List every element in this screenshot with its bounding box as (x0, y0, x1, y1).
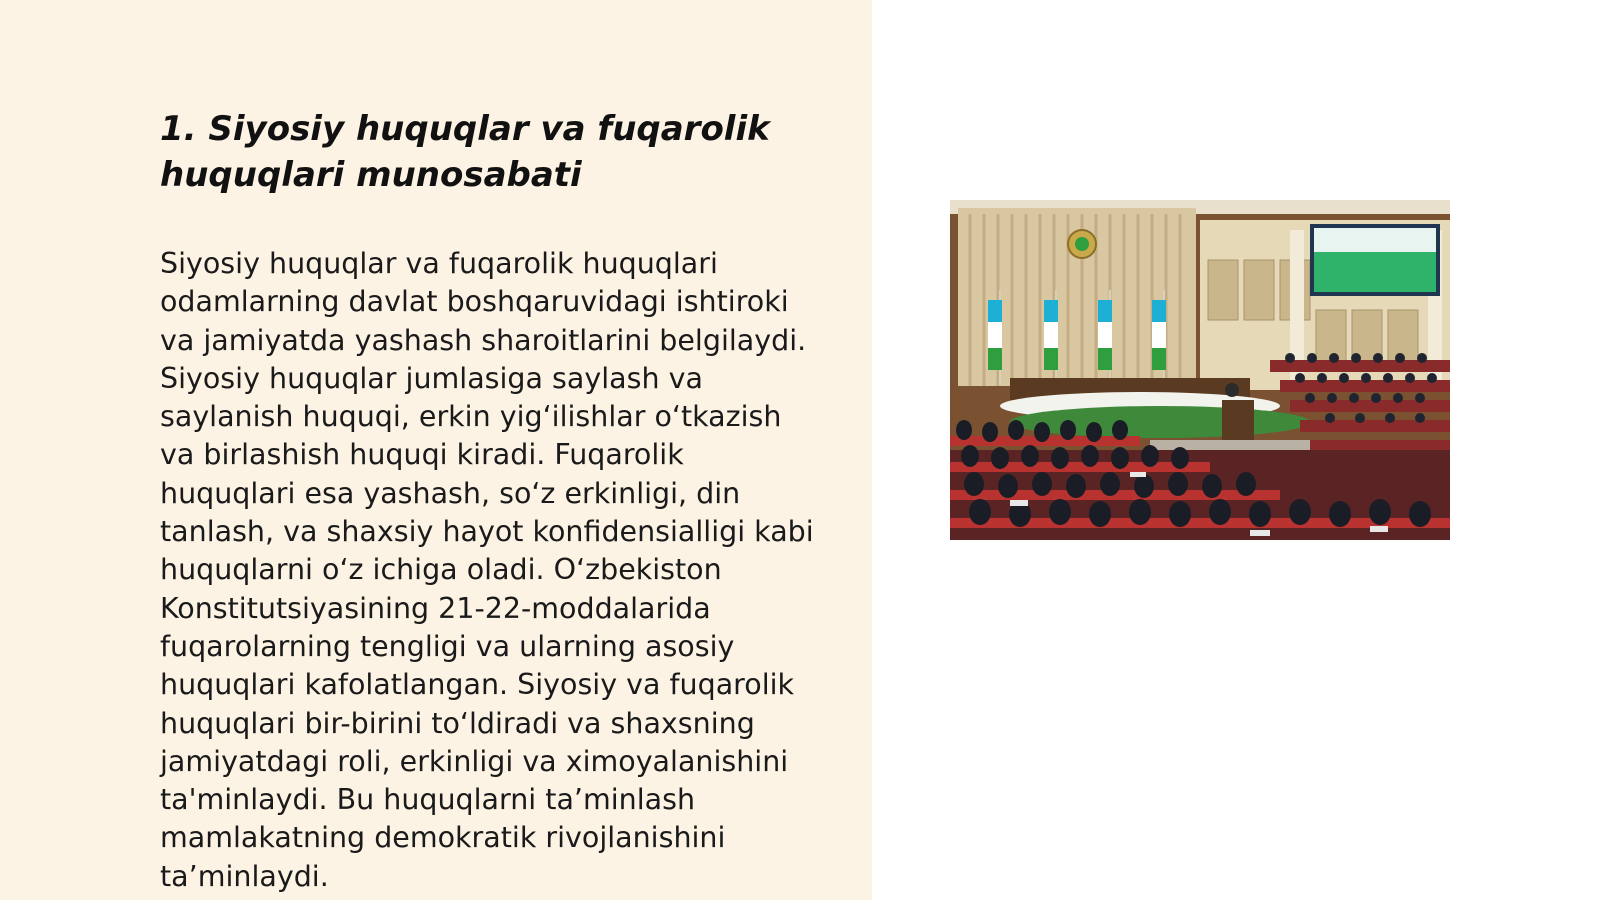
parliament-hall-illustration (950, 200, 1450, 540)
slide-body-text: Siyosiy huquqlar va fuqarolik huquqlari odamlarning davlat boshqaruvidagi ishtiroki va jamiyatda yashash sharoitlarini belgilaydi. Siyosiy huquqlar jumlasiga saylash va saylanish huquqi, erkin yig‘ilishlar o‘tkazish va birlashish huquqi kiradi. Fuqarolik huquqlari esa yashash, so‘z erkinligi, din tanlash, va shaxsiy hayot konfidensialligi kabi huquqlarni o‘z ichiga oladi. O‘zbekiston Konstitutsiyasining 21-22-moddalarida fuqarolarning tengligi va ularning asosiy huquqlari kafolatlangan. Siyosiy va fuqarolik huquqlari bir-birini to‘ldiradi va shaxsning jamiyatdagi roli, erkinligi va ximoyalanishini ta'minlaydi. Bu huquqlarni ta’minlash mamlakatning demokratik rivojlanishini ta’minlaydi. (160, 247, 814, 893)
parliament-hall-photo (950, 200, 1450, 540)
slide-title: 1. Siyosiy huquqlar va fuqarolik huquqlari munosabati (160, 109, 770, 195)
